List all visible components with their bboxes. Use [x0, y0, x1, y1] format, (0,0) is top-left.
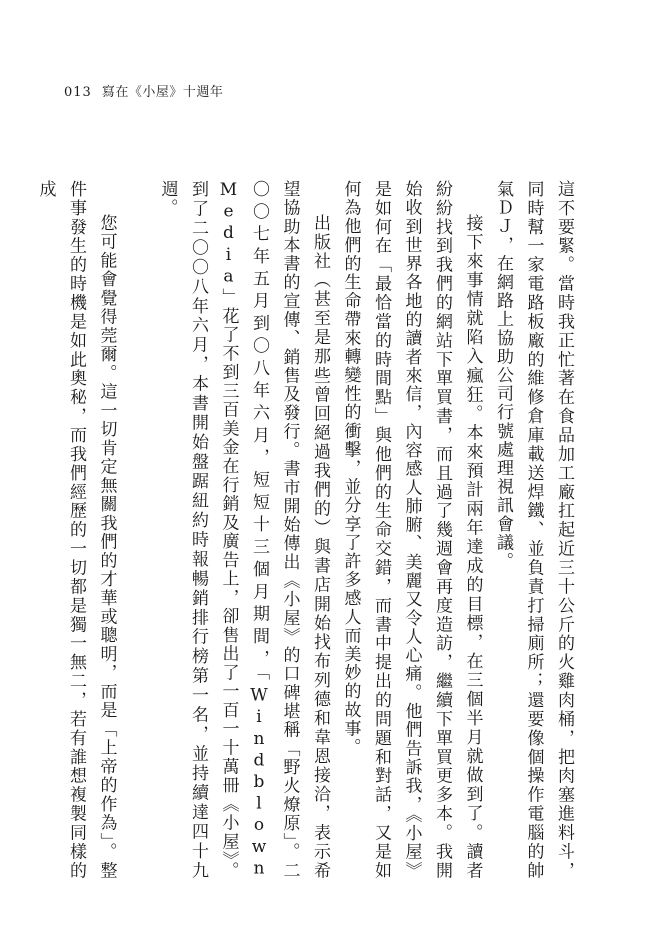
- running-head: [64, 81, 223, 99]
- paragraph-1: 這不要緊。當時我正忙著在食品加工廠扛起近三十公斤的火雞肉桶，把肉塞進料斗，同時幫一家電路板廠的維修倉庫載送焊鐵、並負責打掃廁所；還要像個操作電腦的帥氣ＤＪ，在網路上協助公司行號處理視訊會議。: [493, 180, 574, 880]
- chapter-title: 寫在《小屋》十週年: [101, 85, 224, 100]
- paragraph-4: 您可能會覺得莞爾。這一切肯定無關我們的才華或聰明，而是「上帝的作為」。整件事發生的時機是如此奧秘，而我們經歷的一切都是獨一無二，若有誰想複製同樣的成: [35, 180, 117, 880]
- vertical-text-body: [35, 180, 579, 880]
- page-number: 013: [64, 85, 92, 100]
- paragraph-3: 出版社（甚至是那些曾回絕過我們的）與書店開始找布列德和韋恩接洽，表示希望協助本書的宣傳、銷售及發行。書市開始傳出《小屋》的口碑堪稱「野火燎原」。二〇〇七年五月到〇八年六月，短短十三個月期間，「Windblown Media」花了不到三百美金在行銷及廣告上，卻售出了一百一十萬冊《小屋》。到了二〇〇八年六月，本書開始盤踞紐約時報暢銷排行榜第一名，並持續達四十九週。: [157, 180, 330, 880]
- paragraph-2: 接下來事情就陷入瘋狂。本來預計兩年達成的目標，在三個半月就做到了。讀者紛紛找到我們的網站下單買書，而且過了幾週會再度造訪，繼續下單買更多本。我開始收到世界各地的讀者來信，內容感人肺腑、美麗又令人心痛。他們告訴我，《小屋》是如何在「最恰當的時間點」與他們的生命交錯，而書中提出的問題和對話，又是如何為他們的生命帶來轉變性的衝擊，並分享了許多感人而美妙的故事。: [340, 180, 483, 880]
